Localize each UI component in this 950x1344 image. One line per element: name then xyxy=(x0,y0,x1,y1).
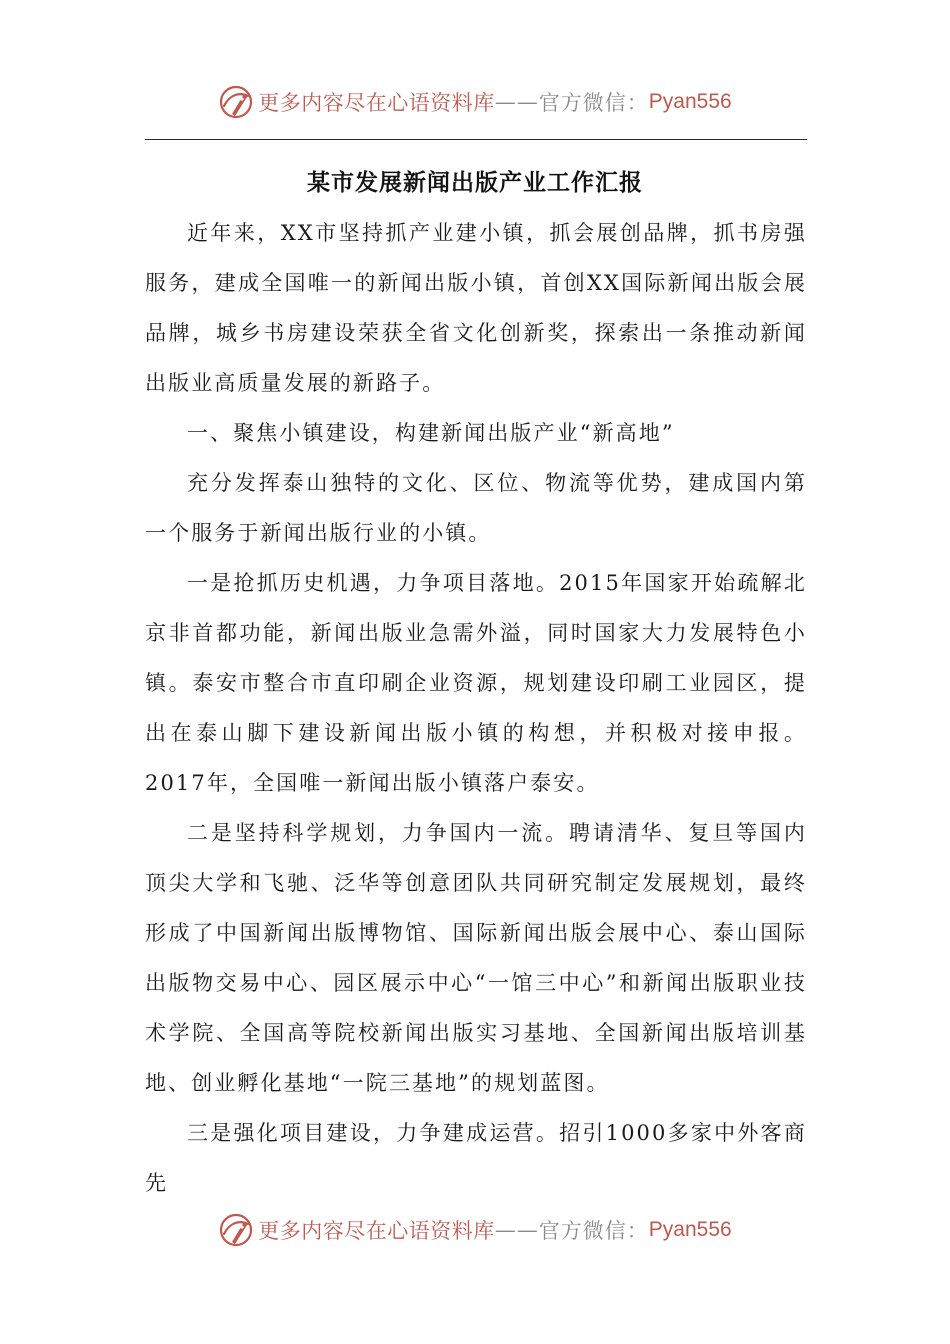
document-body xyxy=(145,208,807,1208)
document-title: 某市发展新闻出版产业工作汇报 xyxy=(307,170,643,196)
footer-banner xyxy=(0,1208,950,1252)
pen-nib-logo-icon xyxy=(218,84,254,120)
header-divider xyxy=(145,139,807,140)
banner-dash: —— xyxy=(494,90,539,114)
paragraph: 充分发挥泰山独特的文化、区位、物流等优势，建成国内第一个服务于新闻出版行业的小镇。 xyxy=(145,471,807,545)
paragraph: 一是抢抓历史机遇，力争项目落地。2015年国家开始疏解北京非首都功能，新闻出版业急需外溢，同时国家大力发展特色小镇。泰安市整合市直印刷企业资源，规划建设印刷工业园区，提出在泰山脚下建设新闻出版小镇的构想，并积极对接申报。2017年，全国唯一新闻出版小镇落户泰安。 xyxy=(145,571,807,795)
header-banner xyxy=(0,80,950,124)
banner-wechat-id: Pyan556 xyxy=(648,90,732,113)
banner-contact-label: 官方微信： xyxy=(538,91,649,115)
banner-promo-text: 更多内容尽在心语资料库 xyxy=(258,1219,495,1243)
banner-wechat-id: Pyan556 xyxy=(648,1218,732,1241)
banner-contact-label: 官方微信： xyxy=(538,1219,649,1243)
pen-nib-logo-icon xyxy=(218,1212,254,1248)
section-heading: 一、聚焦小镇建设，构建新闻出版产业“新高地” xyxy=(187,421,675,445)
banner-dash: —— xyxy=(494,1218,539,1242)
paragraph: 二是坚持科学规划，力争国内一流。聘请清华、复旦等国内顶尖大学和飞驰、泛华等创意团队共同研究制定发展规划，最终形成了中国新闻出版博物馆、国际新闻出版会展中心、泰山国际出版物交易中心、园区展示中心“一馆三中心”和新闻出版职业技术学院、全国高等院校新闻出版实习基地、全国新闻出版培训基地、创业孵化基地“一院三基地”的规划蓝图。 xyxy=(145,821,807,1095)
paragraph: 三是强化项目建设，力争建成运营。招引1000多家中外客商先 xyxy=(145,1121,807,1195)
banner-promo-text: 更多内容尽在心语资料库 xyxy=(258,91,495,115)
paragraph: 近年来，XX市坚持抓产业建小镇，抓会展创品牌，抓书房强服务，建成全国唯一的新闻出版小镇，首创XX国际新闻出版会展品牌，城乡书房建设荣获全省文化创新奖，探索出一条推动新闻出版业高质量发展的新路子。 xyxy=(145,221,807,395)
